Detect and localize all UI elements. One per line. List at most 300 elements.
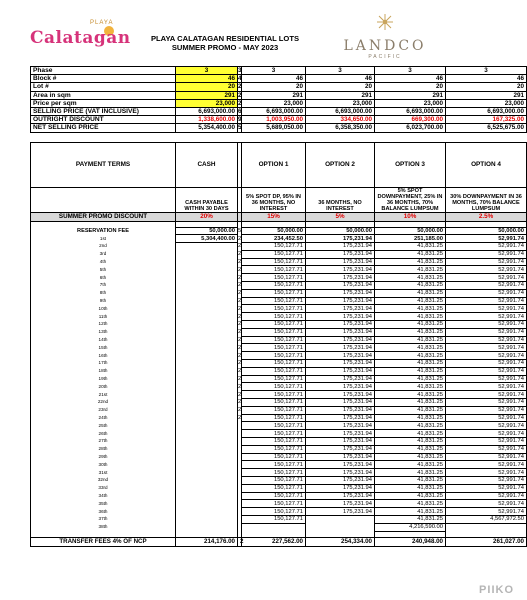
summary-cell-o1: 6,693,000.00 [242,107,306,115]
schedule-cell-o3: 41,831.25 [375,360,446,368]
schedule-cell-g: 2 [238,298,242,305]
schedule-cell-cash [176,445,238,453]
schedule-cell-o4: 52,991.74 [446,445,527,453]
schedule-cell-cash [176,328,238,336]
schedule-cell-o3: 41,831.25 [375,274,446,282]
schedule-cell-o3: 41,831.25 [375,508,446,516]
schedule-row [31,500,527,508]
schedule-cell-o1: 150,127.71 [242,477,306,485]
schedule-cell-o4: 52,991.74 [446,336,527,344]
schedule-row-label: 25th [31,422,176,430]
schedule-cell-o4: 52,991.74 [446,383,527,391]
summary-cell-o1: 3 [242,67,306,75]
cash-header: CASH [176,142,238,187]
schedule-cell-o3: 41,831.25 [375,282,446,290]
schedule-cell-g: 2 [238,259,242,266]
summary-row [31,124,527,132]
schedule-cell-o4: 52,991.74 [446,430,527,438]
schedule-row-label: 31st [31,469,176,477]
summary-cell-o1: 5,689,050.00 [242,124,306,132]
transfer-section [31,531,527,546]
promo-label: SUMMER PROMO DISCOUNT [31,213,176,221]
schedule-cell-o2: 175,231.94 [306,243,375,251]
schedule-cell-o2: 175,231.94 [306,266,375,274]
schedule-row-label: 38th [31,523,176,531]
schedule-cell-o4: 52,991.74 [446,391,527,399]
summary-row-label: Block # [31,75,176,83]
schedule-row [31,235,527,243]
schedule-cell-cash [176,438,238,446]
schedule-row-label: 33rd [31,484,176,492]
schedule-cell-o1: 150,127.71 [242,438,306,446]
schedule-cell-cash [176,289,238,297]
schedule-cell-g: 2 [238,383,242,390]
summary-row [31,67,527,75]
schedule-cell-cash [176,508,238,516]
logo-tag: PLAYA [90,20,114,26]
schedule-cell-o3: 41,831.25 [375,500,446,508]
schedule-cell-o3: 41,831.25 [375,352,446,360]
schedule-row-label: 19th [31,375,176,383]
schedule-row-label: 26th [31,430,176,438]
schedule-cell-o4: 52,991.74 [446,313,527,321]
promo-option-4: 2.5% [446,213,527,221]
summary-cell-cash: 6,693,000.00 [176,107,238,115]
schedule-cell-o4: 52,991.74 [446,344,527,352]
schedule-cell-o2 [306,523,375,531]
summary-cell-gutter: 2 [238,83,242,91]
summary-cell-o1: 23,000 [242,99,306,107]
schedule-cell-o3: 41,831.25 [375,305,446,313]
schedule-cell-o2: 175,231.94 [306,360,375,368]
summary-cell-o4: 3 [446,67,527,75]
starburst-icon [377,14,393,30]
summary-row [31,75,527,83]
promo-option-3: 10% [375,213,446,221]
payment-terms-label: PAYMENT TERMS [31,142,176,187]
schedule-cell-o3: 41,831.25 [375,430,446,438]
schedule-cell-o4: 52,991.74 [446,235,527,243]
schedule-cell-cash [176,500,238,508]
option-3-header: OPTION 3 [375,142,446,187]
schedule-cell-o1: 150,127.71 [242,274,306,282]
schedule-cell-g: 2 [238,243,242,250]
schedule-cell-o3: 50,000.00 [375,227,446,235]
schedule-cell-cash [176,321,238,329]
schedule-cell-cash [176,250,238,258]
schedule-row-label: 13th [31,328,176,336]
schedule-cell-o4: 50,000.00 [446,227,527,235]
summary-cell-o2: 3 [306,67,375,75]
schedule-cell-o3: 41,831.25 [375,399,446,407]
schedule-row [31,406,527,414]
schedule-cell-cash [176,274,238,282]
schedule-cell-o1: 150,127.71 [242,321,306,329]
sheet-subtitle: SUMMER PROMO - MAY 2023 [171,43,279,52]
schedule-cell-o2: 175,231.94 [306,367,375,375]
schedule-cell-o2: 175,231.94 [306,414,375,422]
schedule-cell-o3: 41,831.25 [375,492,446,500]
schedule-cell-o1: 150,127.71 [242,422,306,430]
schedule-row [31,469,527,477]
schedule-cell-o1: 150,127.71 [242,469,306,477]
schedule-cell-o4: 52,991.74 [446,453,527,461]
schedule-row-label: 23rd [31,406,176,414]
schedule-row-label: 5th [31,266,176,274]
schedule-cell-o2: 175,231.94 [306,250,375,258]
schedule-cell-o4: 52,991.74 [446,352,527,360]
schedule-row-label: 37th [31,515,176,523]
schedule-cell-o4: 52,991.74 [446,406,527,414]
schedule-row [31,313,527,321]
summary-cell-gutter: 9 [238,116,242,124]
schedule-row [31,391,527,399]
schedule-cell-o1: 150,127.71 [242,430,306,438]
schedule-cell-cash [176,352,238,360]
summary-cell-o4: 6,693,000.00 [446,107,527,115]
summary-cell-o2: 46 [306,75,375,83]
schedule-cell-o2: 175,231.94 [306,328,375,336]
schedule-cell-g: 2 [238,251,242,258]
schedule-cell-o4: 52,991.74 [446,297,527,305]
schedule-cell-o1: 150,127.71 [242,492,306,500]
summary-cell-o1: 1,003,950.00 [242,116,306,124]
schedule-cell-o3: 251,185.00 [375,235,446,243]
schedule-cell-o1: 150,127.71 [242,352,306,360]
summary-cell-o3: 291 [375,91,446,99]
schedule-cell-o4: 52,991.74 [446,282,527,290]
schedule-cell-cash [176,367,238,375]
summary-row-label: NET SELLING PRICE [31,124,176,132]
transfer-fee-option-3: 240,948.00 [375,537,446,546]
schedule-row [31,515,527,523]
schedule-cell-o1: 150,127.71 [242,328,306,336]
schedule-cell-o3: 41,831.25 [375,367,446,375]
schedule-row [31,274,527,282]
schedule-cell-o1: 150,127.71 [242,344,306,352]
schedule-row-label: 7th [31,282,176,290]
promo-discount-row [31,213,527,221]
schedule-cell-o3: 41,831.25 [375,469,446,477]
option-4-header: OPTION 4 [446,142,527,187]
summary-cell-cash: 46 [176,75,238,83]
summary-row-label: SELLING PRICE (VAT INCLUSIVE) [31,107,176,115]
schedule-cell-o4: 52,991.74 [446,375,527,383]
schedule-cell-cash [176,375,238,383]
schedule-row [31,258,527,266]
schedule-row-label: 9th [31,297,176,305]
schedule-cell-o4: 52,991.74 [446,258,527,266]
schedule-cell-cash [176,243,238,251]
schedule-cell-o2: 175,231.94 [306,399,375,407]
schedule-row-label: 1st [31,235,176,243]
schedule-cell-cash: 5,304,400.00 [176,235,238,243]
option-2-header: OPTION 2 [306,142,375,187]
schedule-cell-g: 2 [238,274,242,281]
schedule-cell-o1: 150,127.71 [242,250,306,258]
schedule-cell-cash [176,469,238,477]
schedule-cell-o3: 41,831.25 [375,258,446,266]
schedule-row [31,508,527,516]
summary-row-label: Price per sqm [31,99,176,107]
schedule-cell-cash [176,477,238,485]
schedule-cell-o1: 150,127.71 [242,367,306,375]
schedule-cell-o2: 175,231.94 [306,383,375,391]
option-3-desc: 5% SPOT DOWNPAYMENT, 25% IN 36 MONTHS, 70% BALANCE LUMPSUM [375,187,446,213]
schedule-cell-o1: 150,127.71 [242,461,306,469]
summary-cell-cash: 291 [176,91,238,99]
schedule-cell-o3: 41,831.25 [375,461,446,469]
schedule-cell-o1: 150,127.71 [242,391,306,399]
schedule-cell-o1: 150,127.71 [242,243,306,251]
summary-cell-o2: 6,693,000.00 [306,107,375,115]
schedule-cell-o1: 150,127.71 [242,336,306,344]
schedule-cell-o2: 175,231.94 [306,484,375,492]
summary-cell-o2: 334,650.00 [306,116,375,124]
schedule-cell-g: 2 [238,235,242,242]
schedule-cell-o3: 41,831.25 [375,297,446,305]
schedule-cell-cash [176,399,238,407]
schedule-cell-g: 2 [238,337,242,344]
schedule-cell-g: 2 [238,305,242,312]
schedule-cell-cash [176,282,238,290]
schedule-row [31,321,527,329]
schedule-row-label: 22nd [31,399,176,407]
schedule-cell-o2: 175,231.94 [306,445,375,453]
summary-cell-cash: 20 [176,83,238,91]
schedule-cell-o2: 175,231.94 [306,492,375,500]
schedule-row [31,399,527,407]
schedule-cell-g: 2 [238,415,242,422]
option-4-desc: 30% DOWNPAYMENT IN 36 MONTHS, 70% BALANCE LUMPSUM [446,187,527,213]
schedule-cell-o4: 52,991.74 [446,266,527,274]
summary-cell-o1: 291 [242,91,306,99]
schedule-cell-o1: 150,127.71 [242,289,306,297]
schedule-cell-o1: 150,127.71 [242,414,306,422]
schedule-cell-cash [176,422,238,430]
schedule-cell-cash [176,336,238,344]
schedule-cell-o3: 41,831.25 [375,313,446,321]
schedule-cell-o2: 175,231.94 [306,375,375,383]
schedule-cell-o2: 175,231.94 [306,438,375,446]
schedule-row-label: 8th [31,289,176,297]
schedule-row-label: 36th [31,508,176,516]
transfer-fee-gutter: 2 [238,537,242,546]
schedule-cell-o3: 41,831.25 [375,414,446,422]
summary-cell-o4: 6,525,675.00 [446,124,527,132]
schedule-cell-g: 2 [238,321,242,328]
terms-section [31,132,527,227]
schedule-cell-g: 2 [238,399,242,406]
schedule-row [31,461,527,469]
summary-row-label: OUTRIGHT DISCOUNT [31,116,176,124]
summary-cell-o3: 6,693,000.00 [375,107,446,115]
schedule-row [31,266,527,274]
schedule-cell-o2: 175,231.94 [306,258,375,266]
summary-cell-cash: 1,338,600.00 [176,116,238,124]
schedule-cell-o1: 50,000.00 [242,227,306,235]
schedule-row-label: RESERVATION FEE [31,227,176,235]
schedule-cell-cash [176,258,238,266]
promo-option-1: 15% [242,213,306,221]
schedule-row [31,227,527,235]
schedule-cell-o2: 175,231.94 [306,422,375,430]
summary-cell-cash: 23,000 [176,99,238,107]
schedule-cell-cash [176,484,238,492]
schedule-row-label: 34th [31,492,176,500]
schedule-cell-o4: 52,991.74 [446,399,527,407]
schedule-cell-o2: 175,231.94 [306,406,375,414]
schedule-cell-g: 2 [238,391,242,398]
schedule-cell-o3: 41,831.25 [375,391,446,399]
schedule-cell-cash [176,523,238,531]
schedule-cell-o3: 41,831.25 [375,383,446,391]
schedule-cell-o3: 41,831.25 [375,422,446,430]
summary-cell-cash: 5,354,400.00 [176,124,238,132]
schedule-cell-o4: 52,991.74 [446,508,527,516]
summary-row [31,116,527,124]
schedule-cell-o3: 41,831.25 [375,406,446,414]
schedule-row [31,492,527,500]
schedule-cell-o1: 150,127.71 [242,445,306,453]
summary-cell-o4: 291 [446,91,527,99]
summary-row [31,83,527,91]
transfer-fee-cash: 214,176.00 [176,537,238,546]
schedule-cell-o4: 52,991.74 [446,321,527,329]
summary-cell-gutter: 6 [238,108,242,116]
summary-cell-o2: 291 [306,91,375,99]
schedule-cell-o4: 52,991.74 [446,243,527,251]
schedule-row-label: 16th [31,352,176,360]
schedule-row [31,430,527,438]
schedule-row-label: 35th [31,500,176,508]
schedule-cell-o4: 52,991.74 [446,414,527,422]
schedule-cell-o3: 41,831.25 [375,321,446,329]
sheet-title: PLAYA CALATAGAN RESIDENTIAL LOTS [150,34,300,43]
schedule-cell-o4: 52,991.74 [446,289,527,297]
schedule-row-label: 2nd [31,243,176,251]
schedule-cell-o2: 175,231.94 [306,477,375,485]
landco-logo [335,14,435,62]
landco-wordmark: LANDCO [343,38,427,54]
summary-cell-o1: 20 [242,83,306,91]
schedule-cell-o1: 234,452.50 [242,235,306,243]
schedule-cell-o4: 52,991.74 [446,422,527,430]
summary-row-label: Phase [31,67,176,75]
schedule-cell-o1: 150,127.71 [242,258,306,266]
playa-calatagan-logo [30,22,130,52]
transfer-fee-row [31,537,527,546]
schedule-cell-o2 [306,515,375,523]
schedule-row [31,352,527,360]
schedule-row [31,375,527,383]
logo-wordmark: Calatagan [30,28,131,48]
schedule-cell-cash: 50,000.00 [176,227,238,235]
schedule-cell-o2: 50,000.00 [306,227,375,235]
schedule-row [31,523,527,531]
summary-row [31,99,527,107]
schedule-cell-cash [176,430,238,438]
summary-cell-gutter: 2 [238,91,242,99]
transfer-fee-option-2: 254,334.00 [306,537,375,546]
schedule-cell-cash [176,406,238,414]
schedule-cell-o2: 175,231.94 [306,289,375,297]
schedule-cell-o3: 41,831.25 [375,344,446,352]
schedule-cell-g: 2 [238,266,242,273]
summary-cell-gutter: 2 [238,99,242,107]
cash-terms-desc: CASH PAYABLE WITHIN 30 DAYS [176,187,238,213]
schedule-cell-o2: 175,231.94 [306,453,375,461]
schedule-row [31,297,527,305]
schedule-cell-o2: 175,231.94 [306,297,375,305]
schedule-cell-g: 2 [238,344,242,351]
schedule-cell-o3: 41,831.25 [375,243,446,251]
schedule-row [31,383,527,391]
schedule-cell-g: 2 [238,313,242,320]
schedule-cell-o3: 41,831.25 [375,484,446,492]
schedule-cell-cash [176,266,238,274]
schedule-cell-cash [176,344,238,352]
schedule-cell-o1: 150,127.71 [242,383,306,391]
watermark: PIIKO [479,584,514,596]
summary-cell-gutter: 4 [238,75,242,83]
schedule-cell-o4: 4,567,972.50 [446,515,527,523]
summary-cell-gutter: 3 [238,67,242,75]
schedule-row-label: 29th [31,453,176,461]
schedule-cell-cash [176,414,238,422]
schedule-cell-o2: 175,231.94 [306,461,375,469]
schedule-cell-cash [176,305,238,313]
schedule-cell-o2: 175,231.94 [306,508,375,516]
schedule-cell-g: 2 [238,282,242,289]
transfer-fee-label: TRANSFER FEES 4% OF NCP [31,537,176,546]
schedule-cell-o1: 150,127.71 [242,313,306,321]
summary-cell-o3: 46 [375,75,446,83]
schedule-row [31,250,527,258]
schedule-cell-o3: 41,831.25 [375,445,446,453]
schedule-row-label: 30th [31,461,176,469]
summary-row-label: Area in sqm [31,91,176,99]
schedule-cell-g: 2 [238,352,242,359]
payment-schedule [31,227,527,531]
schedule-cell-o3: 41,831.25 [375,328,446,336]
schedule-cell-o2: 175,231.94 [306,391,375,399]
schedule-row-label: 15th [31,344,176,352]
schedule-cell-o1 [242,523,306,531]
schedule-row-label: 21st [31,391,176,399]
schedule-cell-o3: 41,831.25 [375,515,446,523]
schedule-row [31,282,527,290]
schedule-cell-o4: 52,991.74 [446,461,527,469]
schedule-cell-o1: 150,127.71 [242,515,306,523]
schedule-cell-o2: 175,231.94 [306,344,375,352]
schedule-cell-cash [176,313,238,321]
schedule-row-label: 14th [31,336,176,344]
summary-row [31,91,527,99]
schedule-cell-o2: 175,231.94 [306,313,375,321]
summary-cell-gutter: 5 [238,124,242,132]
summary-cell-o1: 46 [242,75,306,83]
summary-cell-o2: 23,000 [306,99,375,107]
schedule-cell-o3: 41,831.25 [375,453,446,461]
schedule-cell-o2: 175,231.94 [306,430,375,438]
schedule-cell-o1: 150,127.71 [242,453,306,461]
schedule-cell-o2: 175,231.94 [306,321,375,329]
schedule-cell-o4: 52,991.74 [446,477,527,485]
option-1-header: OPTION 1 [242,142,306,187]
schedule-cell-o3: 41,831.25 [375,266,446,274]
schedule-cell-g: 5 [238,227,242,234]
